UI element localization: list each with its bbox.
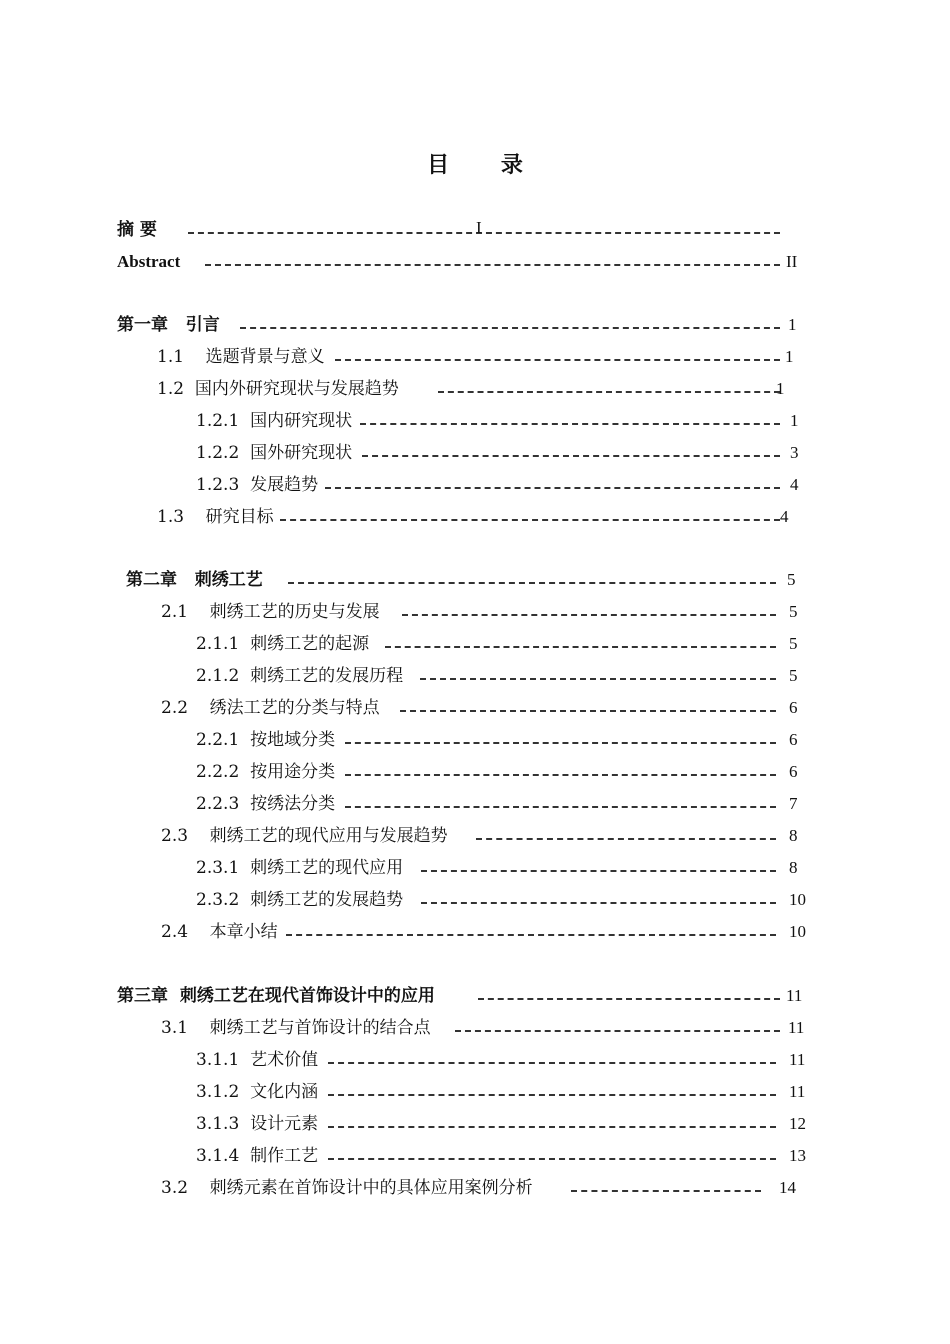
toc-leader-dots <box>325 487 780 489</box>
toc-leader-dots <box>240 327 780 329</box>
toc-entry-label: 1.2.1 国内研究现状 <box>196 411 353 431</box>
toc-entry-label: 2.2.3 按绣法分类 <box>196 794 336 814</box>
toc-entry-label: 2.1.1 刺绣工艺的起源 <box>196 634 370 654</box>
toc-entry-subsection[interactable] <box>0 792 950 816</box>
toc-entry-subsection[interactable] <box>0 728 950 752</box>
toc-leader-dots <box>420 678 776 680</box>
toc-entry-page: 10 <box>789 890 806 909</box>
toc-leader-dots <box>335 359 780 361</box>
toc-entry-label: 1.2.3 发展趋势 <box>196 475 319 495</box>
toc-entry-page: 1 <box>788 315 797 334</box>
toc-entry-chapter[interactable] <box>0 313 950 337</box>
toc-entry-label: 3.1.2 文化内涵 <box>196 1082 319 1102</box>
toc-entry-page: 12 <box>789 1114 806 1133</box>
toc-entry-page: 8 <box>789 858 798 877</box>
toc-leader-dots <box>328 1062 776 1064</box>
toc-entry-page: I <box>476 218 482 237</box>
toc-entry-page: 4 <box>790 475 799 494</box>
toc-entry-label: 第一章 引言 <box>117 315 220 335</box>
toc-entry-page: 6 <box>789 730 798 749</box>
toc-entry-subsection[interactable] <box>0 473 950 497</box>
toc-entry-chapter[interactable] <box>0 984 950 1008</box>
toc-leader-dots <box>345 806 776 808</box>
toc-entry-page: 11 <box>789 1050 806 1069</box>
toc-entry-page: 11 <box>788 1018 805 1037</box>
toc-entry-section[interactable] <box>0 505 950 529</box>
toc-entry-page: 1 <box>785 347 794 366</box>
toc-leader-dots <box>438 391 780 393</box>
toc-leader-dots <box>455 1030 780 1032</box>
toc-entry-subsection[interactable] <box>0 856 950 880</box>
toc-title: 目 录 <box>427 153 545 178</box>
toc-entry-subsection[interactable] <box>0 1048 950 1072</box>
toc-leader-dots <box>402 614 776 616</box>
toc-entry-chapter[interactable] <box>0 568 950 592</box>
toc-leader-dots <box>362 455 780 457</box>
toc-entry-label: 2.4 本章小结 <box>161 922 278 942</box>
toc-entry-page: 5 <box>789 602 798 621</box>
toc-entry-page: 6 <box>789 762 798 781</box>
toc-entry-subsection[interactable] <box>0 1112 950 1136</box>
toc-entry-section[interactable] <box>0 600 950 624</box>
toc-entry-label: 2.3.1 刺绣工艺的现代应用 <box>196 858 404 878</box>
toc-entry-subsection[interactable] <box>0 409 950 433</box>
toc-leader-dots <box>328 1094 776 1096</box>
toc-entry-page: 1 <box>790 411 799 430</box>
toc-entry-label: 2.2.2 按用途分类 <box>196 762 336 782</box>
toc-entry-subsection[interactable] <box>0 664 950 688</box>
toc-leader-dots <box>478 998 780 1000</box>
toc-entry-label: 2.3 刺绣工艺的现代应用与发展趋势 <box>161 826 448 846</box>
toc-leader-dots <box>288 582 776 584</box>
toc-entry-page: 4 <box>780 507 789 526</box>
toc-entry-subsection[interactable] <box>0 1080 950 1104</box>
toc-entry-page: 6 <box>789 698 798 717</box>
toc-leader-dots <box>360 423 780 425</box>
toc-leader-dots <box>385 646 776 648</box>
toc-entry-label: 2.2.1 按地域分类 <box>196 730 336 750</box>
toc-entry-label: 3.1.4 制作工艺 <box>196 1146 319 1166</box>
toc-entry-subsection[interactable] <box>0 441 950 465</box>
toc-entry-page: 5 <box>789 634 798 653</box>
toc-leader-dots <box>280 519 780 521</box>
toc-entry-label: 3.1 刺绣工艺与首饰设计的结合点 <box>161 1018 431 1038</box>
toc-entry-section[interactable] <box>0 824 950 848</box>
toc-leader-dots <box>476 838 776 840</box>
toc-entry-section[interactable] <box>0 1176 950 1200</box>
toc-entry-page: 11 <box>789 1082 806 1101</box>
toc-entry-section[interactable] <box>0 696 950 720</box>
toc-entry-label: 2.1 刺绣工艺的历史与发展 <box>161 602 380 622</box>
toc-leader-dots <box>421 870 776 872</box>
toc-entry-subsection[interactable] <box>0 760 950 784</box>
toc-entry-page: 5 <box>789 666 798 685</box>
toc-entry-page: II <box>786 252 798 271</box>
toc-entry-page: 10 <box>789 922 806 941</box>
toc-entry-page: 3 <box>790 443 799 462</box>
toc-entry-label: 摘 要 <box>117 220 157 240</box>
toc-entry-label: 1.2.2 国外研究现状 <box>196 443 353 463</box>
toc-entry-label: 3.1.1 艺术价值 <box>196 1050 319 1070</box>
toc-leader-dots <box>571 1190 761 1192</box>
toc-entry-section[interactable] <box>0 377 950 401</box>
toc-entry-page: 8 <box>789 826 798 845</box>
toc-entry-label: 3.1.3 设计元素 <box>196 1114 319 1134</box>
toc-entry-label: 第二章 刺绣工艺 <box>126 570 263 590</box>
toc-entry-label: 3.2 刺绣元素在首饰设计中的具体应用案例分析 <box>161 1178 533 1198</box>
toc-leader-dots <box>286 934 776 936</box>
toc-entry-label: 2.2 绣法工艺的分类与特点 <box>161 698 380 718</box>
toc-leader-dots <box>188 232 780 234</box>
toc-entry-abstract-cn[interactable] <box>0 218 950 242</box>
toc-entry-page: 11 <box>786 986 803 1005</box>
toc-leader-dots <box>345 774 776 776</box>
toc-entry-section[interactable] <box>0 920 950 944</box>
toc-entry-label: 1.2 国内外研究现状与发展趋势 <box>157 379 399 399</box>
toc-entry-page: 13 <box>789 1146 806 1165</box>
toc-leader-dots <box>400 710 776 712</box>
toc-entry-section[interactable] <box>0 1016 950 1040</box>
toc-entry-label: 2.1.2 刺绣工艺的发展历程 <box>196 666 404 686</box>
toc-entry-page: 1 <box>776 379 785 398</box>
toc-entry-page: 14 <box>779 1178 796 1197</box>
toc-entry-label: 2.3.2 刺绣工艺的发展趋势 <box>196 890 404 910</box>
toc-entry-section[interactable] <box>0 345 950 369</box>
toc-leader-dots <box>328 1126 776 1128</box>
toc-entry-label: Abstract <box>117 252 181 271</box>
toc-leader-dots <box>421 902 776 904</box>
toc-entry-subsection[interactable] <box>0 888 950 912</box>
toc-entry-label: 1.1 选题背景与意义 <box>157 347 325 367</box>
toc-entry-label: 1.3 研究目标 <box>157 507 274 527</box>
toc-entry-subsection[interactable] <box>0 1144 950 1168</box>
toc-entry-abstract-en[interactable] <box>0 250 950 274</box>
toc-entry-subsection[interactable] <box>0 632 950 656</box>
toc-entry-label: 第三章 刺绣工艺在现代首饰设计中的应用 <box>117 986 435 1006</box>
toc-entry-page: 7 <box>789 794 798 813</box>
toc-leader-dots <box>328 1158 776 1160</box>
toc-entry-page: 5 <box>787 570 796 589</box>
toc-leader-dots <box>205 264 780 266</box>
toc-leader-dots <box>345 742 776 744</box>
